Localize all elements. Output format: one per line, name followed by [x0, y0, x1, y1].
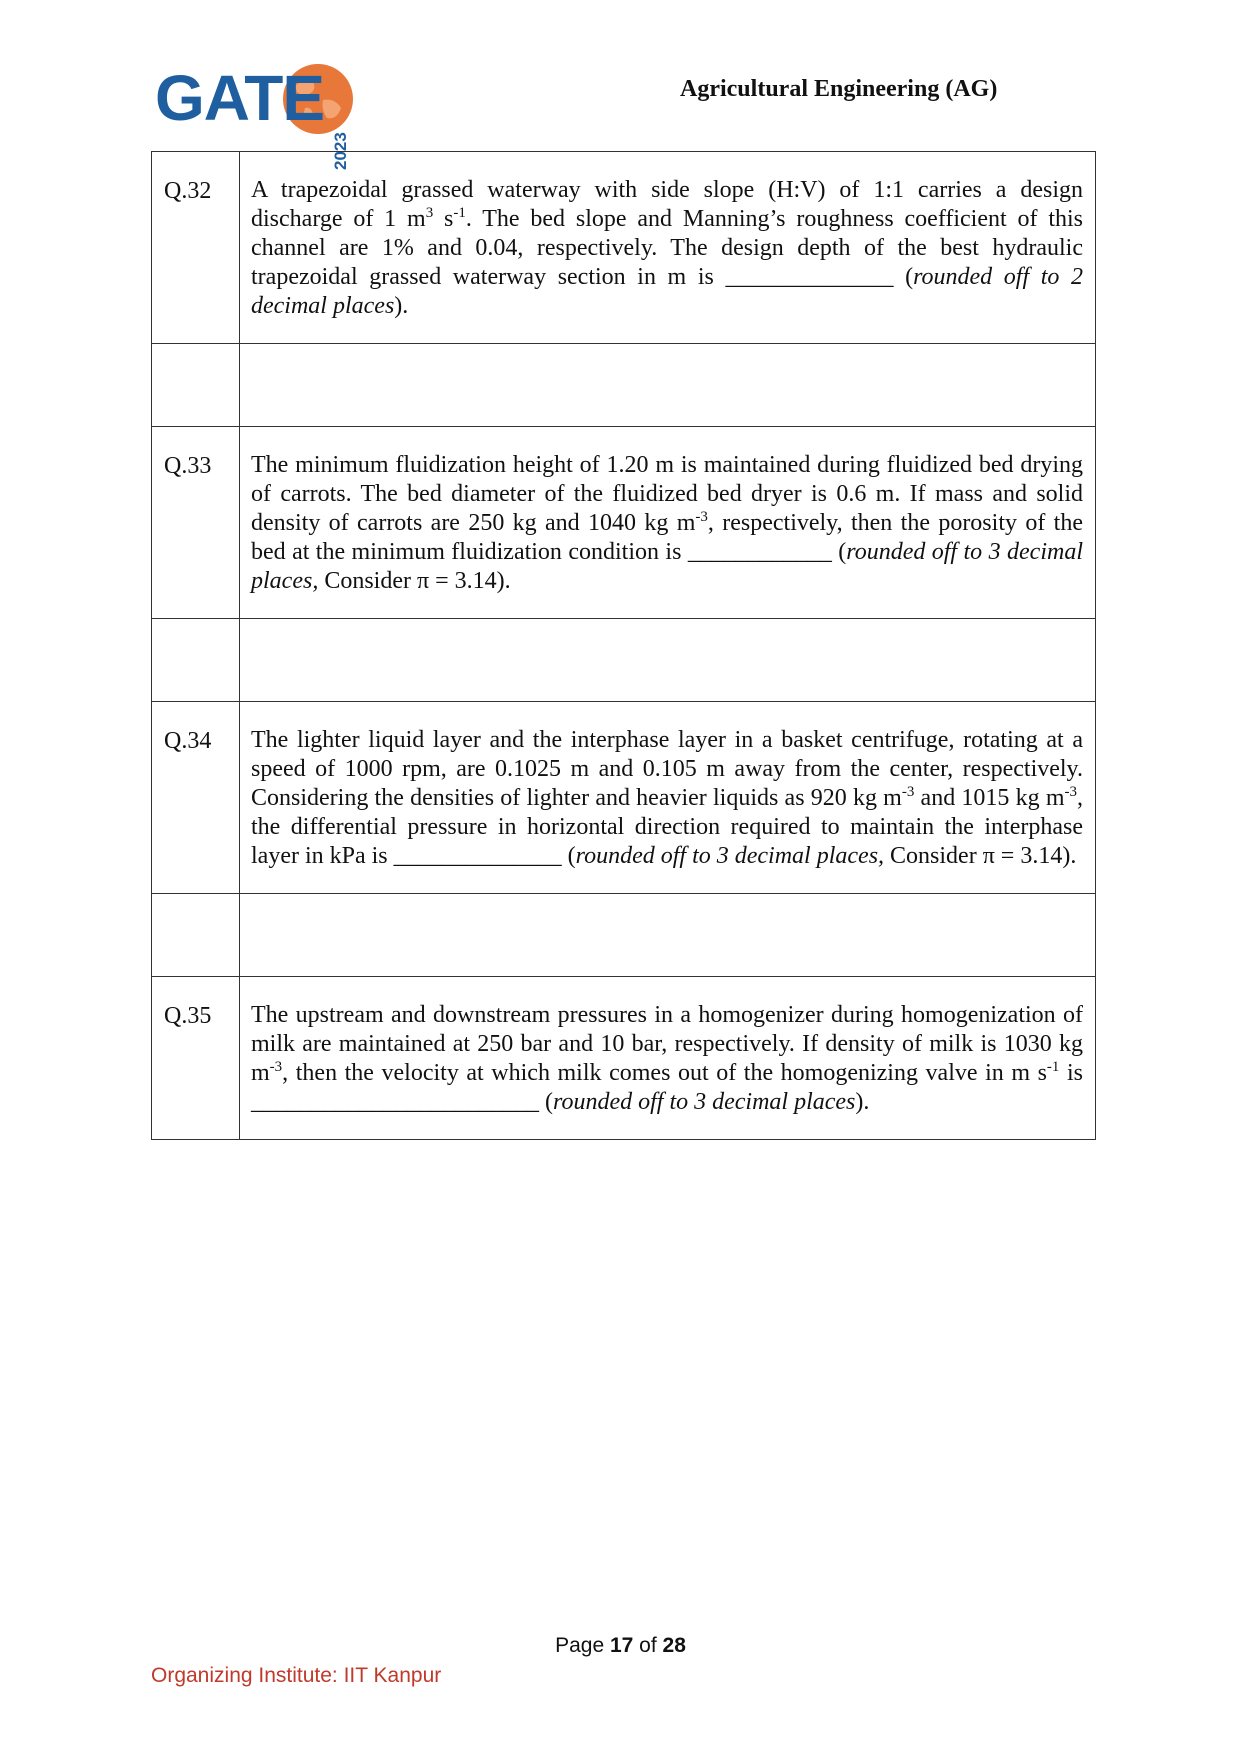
blank-row: [152, 619, 1096, 702]
question-text: A trapezoidal grassed waterway with side slope (H:V) of 1:1 carries a design discharge of 1 $m^3$ $s^{-1}$. The bed slope and Manning’s roughness coefficient of this channel are 1% and 0.04, respectively. The design depth of the best hydraulic trapezoidal grassed waterway section in m is ______________ (rounded off to 2 decimal places).: [240, 152, 1096, 344]
blank-row: [152, 344, 1096, 427]
question-row: [152, 427, 1096, 619]
subject-title: Agricultural Engineering (AG): [680, 76, 998, 102]
question-number: Q.34: [152, 702, 240, 894]
question-row: [152, 977, 1096, 1140]
page-number: Page 17 of 28: [555, 1634, 686, 1657]
question-text: The lighter liquid layer and the interphase layer in a basket centrifuge, rotating at a speed of 1000 rpm, are 0.1025 m and 0.105 m away from the center, respectively. Considering the densities of lighter and heavier liquids as 920 kg $m^{-3}$ and 1015 kg $m^{-3}$, the differential pressure in horizontal direction required to maintain the interphase layer in kPa is ______________ (rounded off to 3 decimal places, Consider π = 3.14).: [240, 702, 1096, 894]
logo-year: 2023: [331, 132, 350, 170]
question-number: Q.33: [152, 427, 240, 619]
organizing-institute: Organizing Institute: IIT Kanpur: [151, 1664, 442, 1687]
blank-row: [152, 894, 1096, 977]
logo-text: GATE: [155, 62, 325, 134]
question-table: [151, 151, 1096, 1140]
question-row: [152, 152, 1096, 344]
gate-logo: [155, 58, 355, 170]
question-text: The minimum fluidization height of 1.20 m is maintained during fluidized bed drying of carrots. The bed diameter of the fluidized bed dryer is 0.6 m. If mass and solid density of carrots are 250 kg and 1040 kg $m^{-3}$, respectively, then the porosity of the bed at the minimum fluidization condition is ____________ (rounded off to 3 decimal places, Consider π = 3.14).: [240, 427, 1096, 619]
question-row: [152, 702, 1096, 894]
question-number: Q.32: [152, 152, 240, 344]
question-number: Q.35: [152, 977, 240, 1140]
question-text: The upstream and downstream pressures in a homogenizer during homogenization of milk are maintained at 250 bar and 10 bar, respectively. If density of milk is 1030 kg $m^{-3}$, then the velocity at which milk comes out of the homogenizing valve in m $s^{-1}$ is ________________________ (rounded off to 3 decimal places).: [240, 977, 1096, 1140]
